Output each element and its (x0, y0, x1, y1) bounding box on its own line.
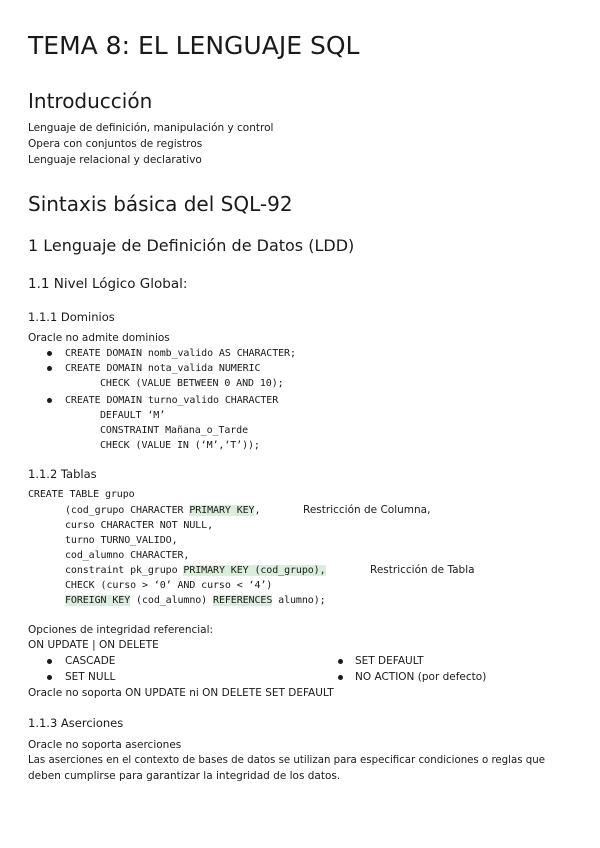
domain-line-3b: DEFAULT ‘M’ (100, 410, 166, 421)
assertions-paragraph-line-2: deben cumplirse para garantizar la integridad de los datos. (28, 770, 341, 782)
assertions-heading: 1.1.3 Aserciones (28, 716, 124, 730)
column-restriction-note: Restricción de Columna, (303, 504, 431, 516)
table-code-line-4: turno TURNO_VALIDO, (65, 535, 178, 546)
table-code-line-1: CREATE TABLE grupo (28, 489, 135, 500)
primary-key-highlight: PRIMARY KEY (cod_grupo), (183, 565, 326, 576)
bullet (338, 659, 343, 664)
option-set-default: SET DEFAULT (355, 655, 424, 667)
bullet (47, 366, 52, 371)
assertions-paragraph-line-1: Las aserciones en el contexto de bases de datos se utilizan para especificar condiciones o reglas que (28, 755, 545, 766)
primary-key-highlight: PRIMARY KEY (189, 505, 255, 516)
table-code-line-5: cod_alumno CHARACTER, (65, 550, 190, 561)
option-no-action: NO ACTION (por defecto) (355, 671, 487, 683)
foreign-key-highlight: FOREIGN KEY (65, 595, 131, 606)
domain-line-1: CREATE DOMAIN nomb_valido AS CHARACTER; (65, 348, 296, 359)
table-code-line-7: CHECK (curso > ‘0’ AND curso < ‘4’) (65, 580, 273, 591)
bullet (47, 659, 52, 664)
intro-heading: Introducción (28, 89, 153, 113)
syntax-heading: Sintaxis básica del SQL-92 (28, 192, 293, 216)
integrity-sub: ON UPDATE | ON DELETE (28, 639, 159, 651)
intro-line-1: Lenguaje de definición, manipulación y control (28, 122, 274, 134)
domains-note: Oracle no admite dominios (28, 332, 170, 344)
table-code-line-3: curso CHARACTER NOT NULL, (65, 520, 214, 531)
table-code-line-8: FOREIGN KEY (cod_alumno) REFERENCES alumno); (65, 595, 326, 606)
bullet (47, 398, 52, 403)
tables-heading: 1.1.2 Tablas (28, 467, 97, 481)
domain-line-2: CREATE DOMAIN nota_valida NUMERIC (65, 363, 261, 374)
bullet (47, 675, 52, 680)
integrity-note: Oracle no soporta ON UPDATE ni ON DELETE SET DEFAULT (28, 687, 334, 699)
table-code-line-6: constraint pk_grupo PRIMARY KEY (cod_grupo), (65, 565, 326, 576)
assertions-note: Oracle no soporta aserciones (28, 739, 182, 751)
logical-heading: 1.1 Nivel Lógico Global: (28, 276, 188, 292)
domain-line-2b: CHECK (VALUE BETWEEN 0 AND 10); (100, 378, 284, 389)
table-restriction-note: Restricción de Tabla (370, 564, 475, 576)
option-cascade: CASCADE (65, 655, 116, 667)
domain-line-3c: CONSTRAINT Mañana_o_Tarde (100, 425, 249, 436)
domains-heading: 1.1.1 Dominios (28, 310, 115, 324)
integrity-heading: Opciones de integridad referencial: (28, 624, 214, 636)
domain-line-3: CREATE DOMAIN turno_valido CHARACTER (65, 395, 279, 406)
intro-line-2: Opera con conjuntos de registros (28, 138, 203, 150)
domain-line-3d: CHECK (VALUE IN (‘M’,‘T’)); (100, 440, 260, 451)
references-highlight: REFERENCES (213, 595, 273, 606)
ldd-heading: 1 Lenguaje de Definición de Datos (LDD) (28, 236, 355, 255)
intro-line-3: Lenguaje relacional y declarativo (28, 154, 202, 166)
bullet (47, 351, 52, 356)
page-title: TEMA 8: EL LENGUAJE SQL (28, 31, 360, 60)
option-set-null: SET NULL (65, 671, 116, 683)
bullet (338, 675, 343, 680)
table-code-line-2: (cod_grupo CHARACTER PRIMARY KEY, (65, 505, 261, 516)
